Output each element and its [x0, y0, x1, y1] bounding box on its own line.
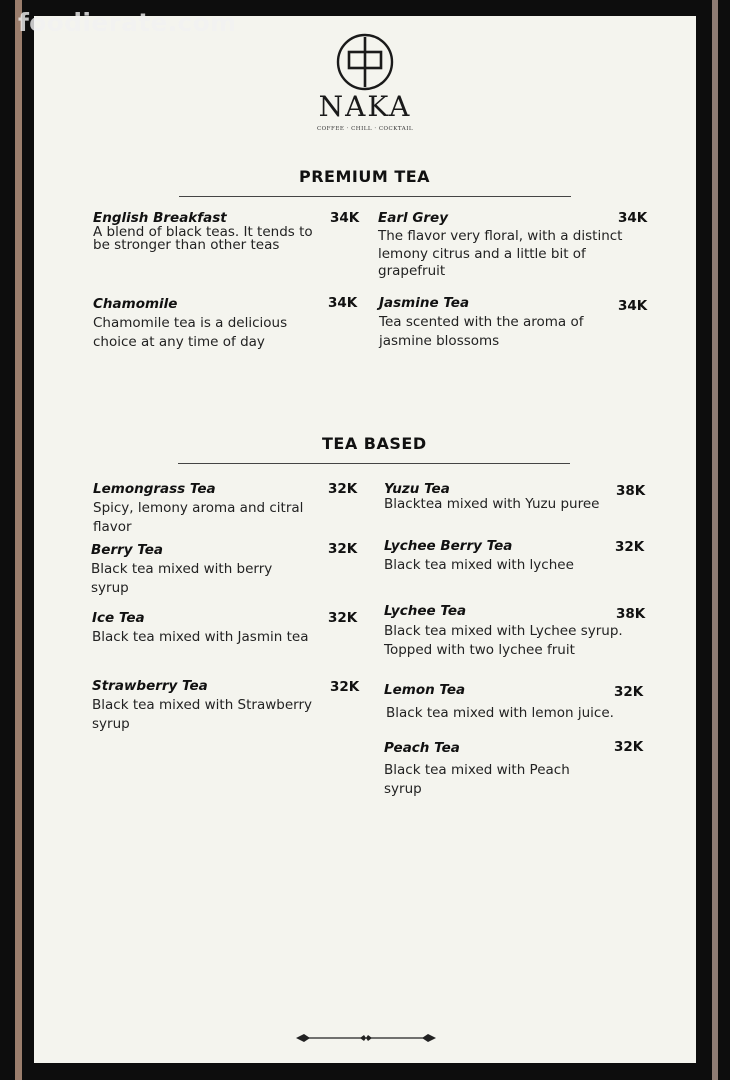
item-description: A blend of black teas. It tends to be stronger than other teas: [93, 224, 313, 253]
brand-logo: [34, 32, 696, 92]
brand-name: NAKA: [318, 90, 412, 123]
item-description: Black tea mixed with berry syrup: [91, 561, 273, 596]
naka-kanji-logo-icon: [335, 32, 395, 92]
item-name: Earl Grey: [378, 210, 449, 226]
item-name: Yuzu Tea: [384, 481, 450, 497]
left-frame-border: [15, 0, 22, 1080]
item-price: 32K: [614, 684, 644, 700]
item-price: 38K: [616, 606, 646, 622]
menu-item: [384, 538, 614, 575]
menu-page: [34, 16, 696, 1063]
item-price: 32K: [615, 539, 645, 555]
item-name: Ice Tea: [92, 610, 145, 626]
item-name: Strawberry Tea: [92, 678, 208, 694]
ornamental-divider-icon: [296, 1030, 436, 1046]
watermark: foodierate.com: [18, 8, 237, 37]
item-description: Blacktea mixed with Yuzu puree: [384, 496, 600, 512]
item-name: Chamomile: [93, 296, 178, 312]
menu-item: [93, 296, 318, 352]
item-description: The flavor very floral, with a distinct lemony citrus and a little bit of grapefruit: [378, 228, 623, 279]
item-name: Lychee Berry Tea: [384, 538, 513, 554]
item-name: Peach Tea: [384, 740, 460, 756]
section-title-tea-based: TEA BASED: [322, 434, 427, 453]
menu-item: [378, 210, 640, 281]
section-divider: [179, 196, 571, 197]
item-price: 32K: [614, 739, 644, 755]
menu-item: [93, 210, 333, 252]
item-price: 32K: [328, 541, 358, 557]
item-price: 34K: [618, 210, 648, 226]
item-price: 34K: [330, 210, 360, 226]
item-price: 32K: [328, 610, 358, 626]
menu-item: [93, 481, 333, 537]
item-name: Lemon Tea: [384, 682, 466, 698]
section-divider: [178, 463, 570, 464]
item-description: Black tea mixed with Jasmin tea: [92, 629, 309, 645]
menu-item: [92, 610, 312, 647]
item-price: 38K: [616, 483, 646, 499]
item-description: Black tea mixed with Lychee syrup. Topped with two lychee fruit: [384, 623, 623, 658]
item-price: 32K: [328, 481, 358, 497]
menu-item: [384, 481, 624, 514]
item-description: Black tea mixed with lychee: [384, 557, 574, 573]
item-description: Black tea mixed with Strawberry syrup: [92, 697, 313, 732]
item-description: Spicy, lemony aroma and citral flavor: [93, 500, 304, 535]
menu-item: [92, 678, 342, 734]
item-name: Lemongrass Tea: [93, 481, 216, 497]
brand-tagline: COFFEE · CHILL · COCKTAIL: [316, 126, 414, 132]
menu-item: [384, 682, 634, 723]
right-frame-border: [712, 0, 718, 1080]
menu-item: [91, 542, 301, 598]
item-name: Lychee Tea: [384, 603, 467, 619]
menu-item: [379, 295, 609, 351]
menu-item: [384, 740, 599, 799]
item-description: Black tea mixed with lemon juice.: [386, 705, 614, 721]
section-title-premium-tea: PREMIUM TEA: [299, 167, 431, 186]
menu-item: [384, 603, 644, 660]
item-description: Black tea mixed with Peach syrup: [384, 762, 570, 797]
item-description: Chamomile tea is a delicious choice at any time of day: [93, 315, 288, 350]
item-name: Jasmine Tea: [379, 295, 470, 311]
item-description: Tea scented with the aroma of jasmine blossoms: [379, 314, 584, 349]
item-name: English Breakfast: [93, 210, 227, 226]
item-price: 34K: [618, 298, 648, 314]
item-name: Berry Tea: [91, 542, 163, 558]
item-price: 34K: [328, 295, 358, 311]
item-price: 32K: [330, 679, 360, 695]
